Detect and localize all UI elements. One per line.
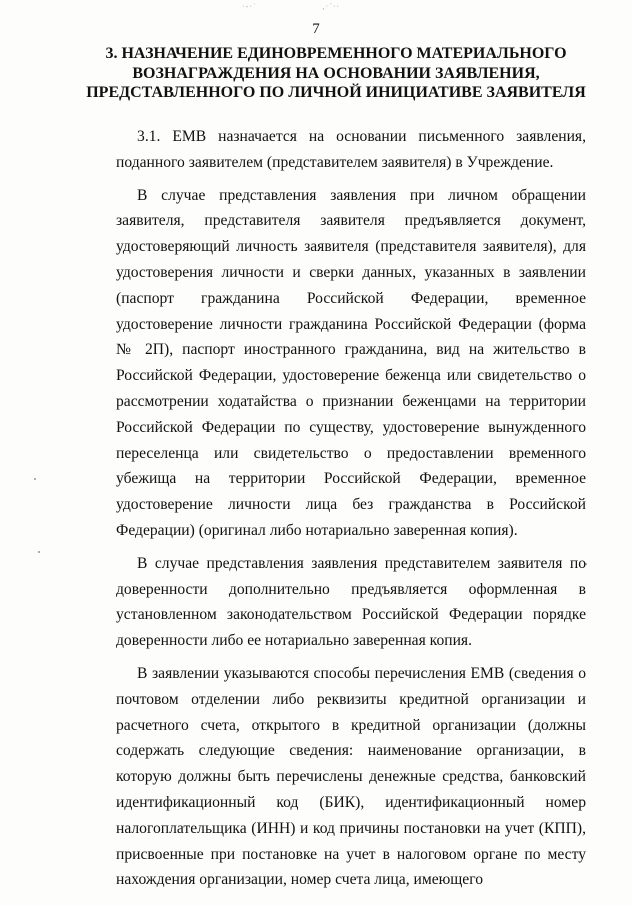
page-number: 7 [312, 21, 320, 37]
scan-speck [38, 551, 40, 553]
heading-line: ПРЕДСТАВЛЕННОГО ПО ЛИЧНОЙ ИНИЦИАТИВЕ ЗАЯВИТЕЛЯ [86, 84, 586, 101]
heading-line: ВОЗНАГРАЖДЕНИЯ НА ОСНОВАНИИ ЗАЯВЛЕНИЯ, [132, 64, 540, 82]
section-heading [60, 44, 612, 103]
paragraph-representative: В случае представления заявления представителем заявителя по доверенности дополнительно предъявляется оформленная в установленном законодательством Российской Федерации порядке доверенности либо ее нотариально заверенная копия. [116, 554, 586, 650]
section-body [116, 124, 586, 893]
heading-line: 3. НАЗНАЧЕНИЕ ЕДИНОВРЕМЕННОГО МАТЕРИАЛЬНОГО [105, 45, 567, 62]
scan-speck [34, 478, 36, 480]
scan-artifact: ‚·ˊ‧‧ [322, 2, 341, 11]
scan-artifact: ·-‧˙ [242, 2, 257, 11]
paragraph-payment-methods: В заявлении указываются способы перечисления ЕМВ (сведения о почтовом отделении либо реквизиты кредитной организации и расчетного счета, открытого в кредитной организации (должны содержать следующие сведения: наименование организации, в которую должны быть перечислены денежные средства, банковский идентификационный код (БИК), идентификационный номер налогоплательщика (ИНН) и код причины постановки на учет (КПП), присвоенные при постановке на учет в налоговом органе по месту нахождения организации, номер счета лица, имеющего [116, 664, 586, 889]
paragraph-personal-appeal: В случае представления заявления при личном обращении заявителя, представителя заявителя предъявляется документ, удостоверяющий личность заявителя (представителя заявителя), для удостоверения личности и сверки данных, указанных в заявлении (паспорт гражданина Российской Федерации, временное удостоверение личности гражданина Российской Федерации (форма № 2П), паспорт иностранного гражданина, вид на жительство в Российской Федерации, удостоверение беженца или свидетельство о рассмотрении ходатайства о признании беженцами на территории Российской Федерации по существу, удостоверение вынужденного переселенца или свидетельство о предоставлении временного убежища на территории Российской Федерации, временное удостоверение личности лица без гражданства в Российской Федерации) (оригинал либо нотариально заверенная копия). [116, 186, 586, 539]
paragraph-3-1: 3.1. ЕМВ назначается на основании письменного заявления, поданного заявителем (представителем заявителя) в Учреждение. [116, 128, 586, 171]
